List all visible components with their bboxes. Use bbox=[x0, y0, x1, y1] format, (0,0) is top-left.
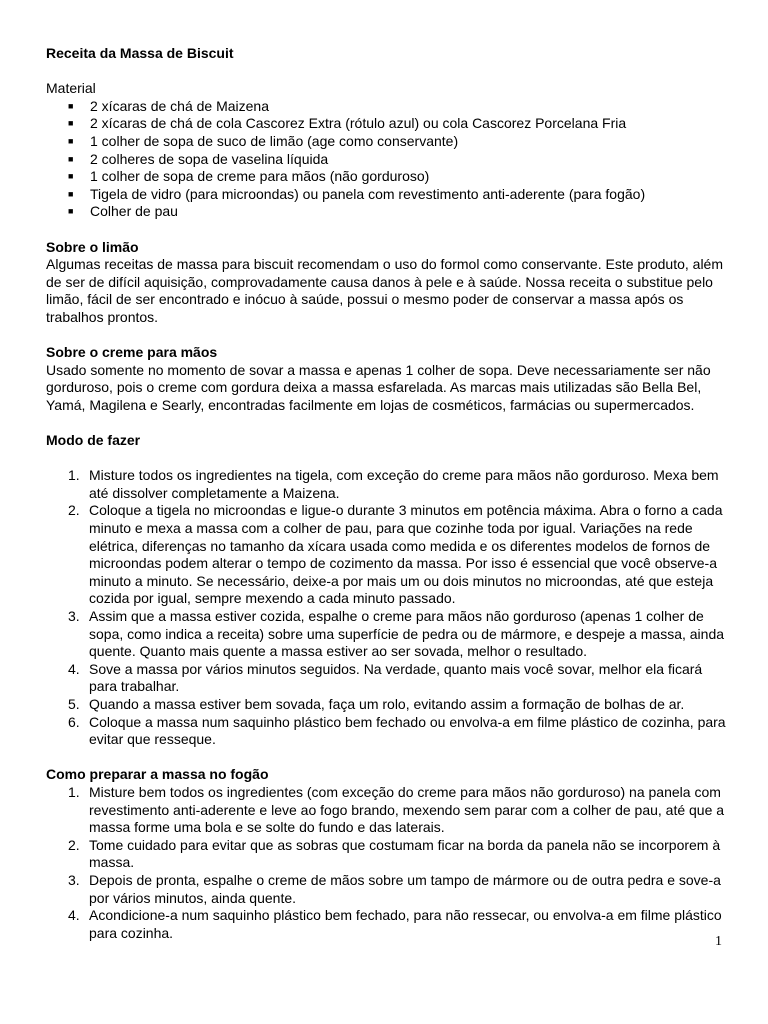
creme-paragraph: Usado somente no momento de sovar a massa e apenas 1 colher de sopa. Deve necessariamente ser não gorduroso, pois o creme com gordura deixa a massa esfarelada. As marcas mais utilizadas são Bella Bel, Yamá, Magilena e Searly, encontradas facilmente em lojas de cosméticos, farmácias ou supermercados. bbox=[46, 361, 711, 413]
creme-heading: Sobre o creme para mãos bbox=[46, 344, 218, 361]
bullet-icon: ■ bbox=[68, 100, 74, 111]
list-item: ■ 2 colheres de sopa de vaselina líquida bbox=[68, 150, 329, 167]
list-item: 1. Misture bem todos os ingredientes (com exceção do creme para mãos não gorduroso) na panela com revestimento anti-aderente e leve ao fogo brando, mexendo sem parar com a colher de pau, até que a massa forme uma bola e se solte do fundo e das laterais. bbox=[68, 783, 725, 836]
list-item: ■ 2 xícaras de chá de cola Cascorez Extra (rótulo azul) ou cola Cascorez Porcelana Fria bbox=[68, 115, 627, 132]
list-item: 6. Coloque a massa num saquinho plástico bem fechado ou envolva-a em filme plástico de cozinha, para evitar que resseque. bbox=[68, 713, 726, 748]
list-item: 3. Assim que a massa estiver cozida, espalhe o creme para mãos não gorduroso (apenas 1 colher de sopa, como indica a receita) sobre uma superfície de pedra ou de mármore, e despeje a massa, ainda quente. Quanto mais quente a massa estiver ao ser sovada, melhor o resultado. bbox=[68, 608, 725, 660]
list-item: 3. Depois de pronta, espalhe o creme de mãos sobre um tampo de mármore ou de outra pedra e sove-a por vários minutos, ainda quente. bbox=[68, 871, 721, 906]
modo-steps bbox=[46, 467, 726, 749]
list-item: ■ Colher de pau bbox=[68, 203, 178, 220]
list-item: ■ 1 colher de sopa de creme para mãos (não gorduroso) bbox=[68, 168, 430, 185]
document-page bbox=[46, 45, 726, 942]
list-item: ■ 1 colher de sopa de suco de limão (age como conservante) bbox=[68, 132, 459, 149]
page-number: 1 bbox=[715, 934, 722, 949]
modo-heading: Modo de fazer bbox=[46, 432, 141, 449]
list-item: 2. Tome cuidado para evitar que as sobras que costumam ficar na borda da panela não se incorporem à massa. bbox=[68, 836, 721, 871]
document-title: Receita da Massa de Biscuit bbox=[46, 45, 234, 61]
fogao-steps bbox=[46, 784, 726, 942]
bullet-icon: ■ bbox=[68, 118, 74, 129]
bullet-icon: ■ bbox=[68, 153, 74, 164]
limao-heading: Sobre o limão bbox=[46, 238, 139, 255]
bullet-icon: ■ bbox=[68, 135, 74, 146]
list-item: 4. Sove a massa por vários minutos seguidos. Na verdade, quanto mais você sovar, melhor ela ficará para trabalhar. bbox=[68, 660, 703, 695]
material-list bbox=[46, 98, 726, 221]
bullet-icon: ■ bbox=[68, 206, 74, 217]
list-item: 5. Quando a massa estiver bem sovada, faça um rolo, evitando assim a formação de bolhas de ar. bbox=[68, 695, 685, 712]
material-heading: Material bbox=[46, 80, 96, 97]
list-item: ■ Tigela de vidro (para microondas) ou panela com revestimento anti-aderente (para fogão) bbox=[68, 185, 646, 202]
list-item: 2. Coloque a tigela no microondas e ligue-o durante 3 minutos em potência máxima. Abra o forno a cada minuto e mexa a massa com a colher de pau, para que cozinhe toda por igual. Variações na rede elétrica, diferenças no tamanho da xícara usada como medida e os diferentes modelos de fornos de microondas podem alterar o tempo de cozimento da massa. Por isso é essencial que você observe-a minuto a minuto. Se necessário, deixe-a por mais um ou dois minutos no microondas, até que esteja cozida por igual, sempre mexendo a cada minuto passado. bbox=[68, 502, 723, 607]
list-item: 1. Misture todos os ingredientes na tigela, com exceção do creme para mãos não gorduroso. Mexa bem até dissolver completamente a Maizena. bbox=[68, 467, 719, 501]
list-item: ■ 2 xícaras de chá de Maizena bbox=[68, 97, 269, 114]
bullet-icon: ■ bbox=[68, 188, 74, 199]
limao-paragraph: Algumas receitas de massa para biscuit recomendam o uso do formol como conservante. Este produto, além de ser de difícil aquisição, comprovadamente causa danos à pele e à saúde. Nossa receita o substitue pelo limão, fácil de ser encontrado e inócuo à saúde, possui o mesmo poder de conservar a massa após os trabalhos prontos. bbox=[46, 256, 723, 325]
fogao-heading: Como preparar a massa no fogão bbox=[46, 766, 269, 783]
bullet-icon: ■ bbox=[68, 171, 74, 182]
list-item: 4. Acondicione-a num saquinho plástico bem fechado, para não ressecar, ou envolva-a em filme plástico para cozinha. bbox=[68, 907, 722, 941]
